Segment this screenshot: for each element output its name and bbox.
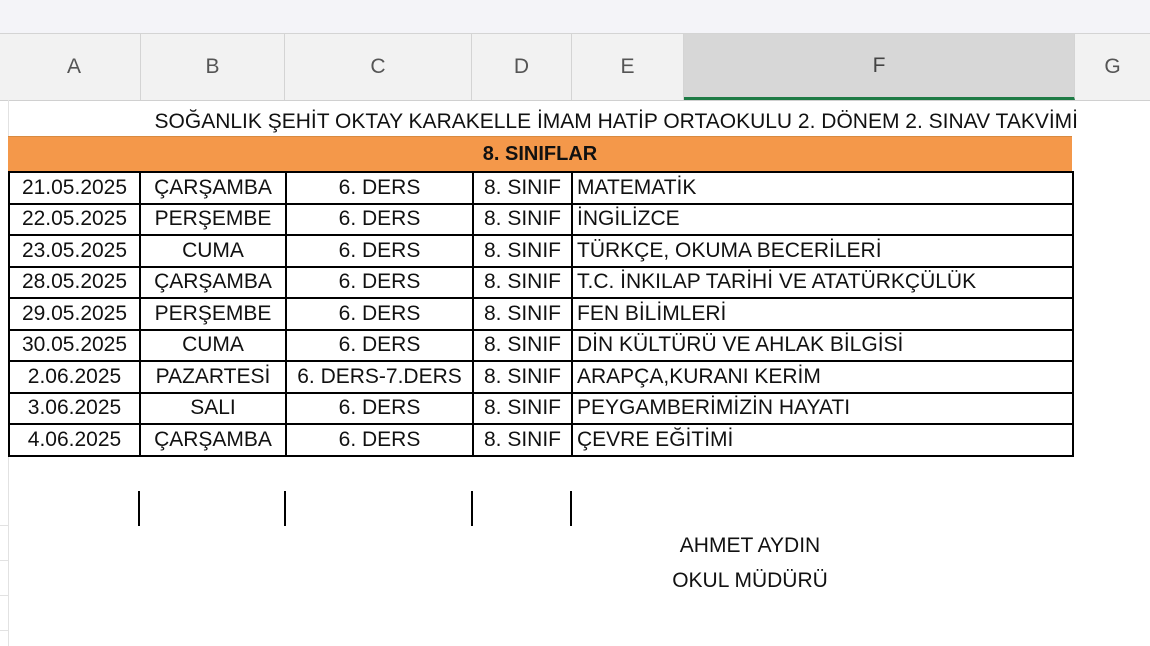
period-cell[interactable]: 6. DERS	[286, 235, 473, 267]
spreadsheet-grid[interactable]	[0, 100, 1150, 646]
table-row	[9, 424, 1073, 456]
column-header-g[interactable]: G	[1104, 55, 1121, 78]
lesson-cell[interactable]: PEYGAMBERİMİZİN HAYATI	[572, 393, 1073, 425]
column-header-f[interactable]: F	[684, 34, 1075, 100]
lesson-cell[interactable]: DİN KÜLTÜRÜ VE AHLAK BİLGİSİ	[572, 330, 1073, 362]
day-cell[interactable]: PERŞEMBE	[140, 204, 286, 236]
gridline	[0, 525, 8, 526]
table-row	[9, 330, 1073, 362]
grade-cell[interactable]: 8. SINIF	[473, 172, 572, 204]
day-cell[interactable]: CUMA	[140, 235, 286, 267]
date-cell[interactable]: 30.05.2025	[9, 330, 140, 362]
date-cell[interactable]: 3.06.2025	[9, 393, 140, 425]
grade-cell[interactable]: 8. SINIF	[473, 267, 572, 299]
column-header-a[interactable]: A	[8, 34, 141, 100]
day-cell[interactable]: ÇARŞAMBA	[140, 424, 286, 456]
schedule-table	[8, 171, 1074, 457]
period-cell[interactable]: 6. DERS	[286, 298, 473, 330]
table-row	[9, 267, 1073, 299]
day-cell[interactable]: PERŞEMBE	[140, 298, 286, 330]
grade-cell[interactable]: 8. SINIF	[473, 330, 572, 362]
lesson-cell[interactable]: FEN BİLİMLERİ	[572, 298, 1073, 330]
period-cell[interactable]: 6. DERS	[286, 172, 473, 204]
table-row	[9, 393, 1073, 425]
grade-cell[interactable]: 8. SINIF	[473, 235, 572, 267]
date-cell[interactable]: 28.05.2025	[9, 267, 140, 299]
border-line	[284, 491, 286, 526]
border-line	[138, 491, 140, 526]
gridline	[0, 630, 8, 631]
table-row	[9, 204, 1073, 236]
lesson-cell[interactable]: ÇEVRE EĞİTİMİ	[572, 424, 1073, 456]
date-cell[interactable]: 4.06.2025	[9, 424, 140, 456]
day-cell[interactable]: SALI	[140, 393, 286, 425]
grade-cell[interactable]: 8. SINIF	[473, 298, 572, 330]
border-line	[471, 491, 473, 526]
border-line	[570, 491, 572, 526]
column-header-row	[0, 33, 1150, 101]
date-cell[interactable]: 21.05.2025	[9, 172, 140, 204]
period-cell[interactable]: 6. DERS	[286, 424, 473, 456]
date-cell[interactable]: 29.05.2025	[9, 298, 140, 330]
grade-cell[interactable]: 8. SINIF	[473, 424, 572, 456]
signature-role[interactable]: OKUL MÜDÜRÜ	[672, 569, 828, 592]
date-cell[interactable]: 2.06.2025	[9, 361, 140, 393]
grade-cell[interactable]: 8. SINIF	[473, 204, 572, 236]
gridline	[0, 560, 8, 561]
lesson-cell[interactable]: TÜRKÇE, OKUMA BECERİLERİ	[572, 235, 1073, 267]
table-row	[9, 172, 1073, 204]
period-cell[interactable]: 6. DERS-7.DERS	[286, 361, 473, 393]
class-banner[interactable]: 8. SINIFLAR	[8, 136, 1072, 172]
period-cell[interactable]: 6. DERS	[286, 393, 473, 425]
day-cell[interactable]: ÇARŞAMBA	[140, 267, 286, 299]
top-toolbar-strip	[0, 0, 1150, 33]
lesson-cell[interactable]: MATEMATİK	[572, 172, 1073, 204]
lesson-cell[interactable]: İNGİLİZCE	[572, 204, 1073, 236]
column-header-c[interactable]: C	[285, 34, 472, 100]
day-cell[interactable]: ÇARŞAMBA	[140, 172, 286, 204]
column-header-d[interactable]: D	[472, 34, 572, 100]
table-row	[9, 235, 1073, 267]
period-cell[interactable]: 6. DERS	[286, 330, 473, 362]
day-cell[interactable]: CUMA	[140, 330, 286, 362]
lesson-cell[interactable]: ARAPÇA,KURANI KERİM	[572, 361, 1073, 393]
date-cell[interactable]: 23.05.2025	[9, 235, 140, 267]
column-header-b[interactable]: B	[141, 34, 285, 100]
date-cell[interactable]: 22.05.2025	[9, 204, 140, 236]
grade-cell[interactable]: 8. SINIF	[473, 361, 572, 393]
column-header-e[interactable]: E	[572, 34, 684, 100]
grade-cell[interactable]: 8. SINIF	[473, 393, 572, 425]
period-cell[interactable]: 6. DERS	[286, 267, 473, 299]
signature-name[interactable]: AHMET AYDIN	[679, 534, 821, 557]
sheet-title[interactable]: SOĞANLIK ŞEHİT OKTAY KARAKELLE İMAM HATİP ORTAOKULU 2. DÖNEM 2. SINAV TAKVİMİ	[154, 110, 1078, 133]
table-row	[9, 298, 1073, 330]
lesson-cell[interactable]: T.C. İNKILAP TARİHİ VE ATATÜRKÇÜLÜK	[572, 267, 1073, 299]
period-cell[interactable]: 6. DERS	[286, 204, 473, 236]
table-row	[9, 361, 1073, 393]
day-cell[interactable]: PAZARTESİ	[140, 361, 286, 393]
gridline	[0, 595, 8, 596]
